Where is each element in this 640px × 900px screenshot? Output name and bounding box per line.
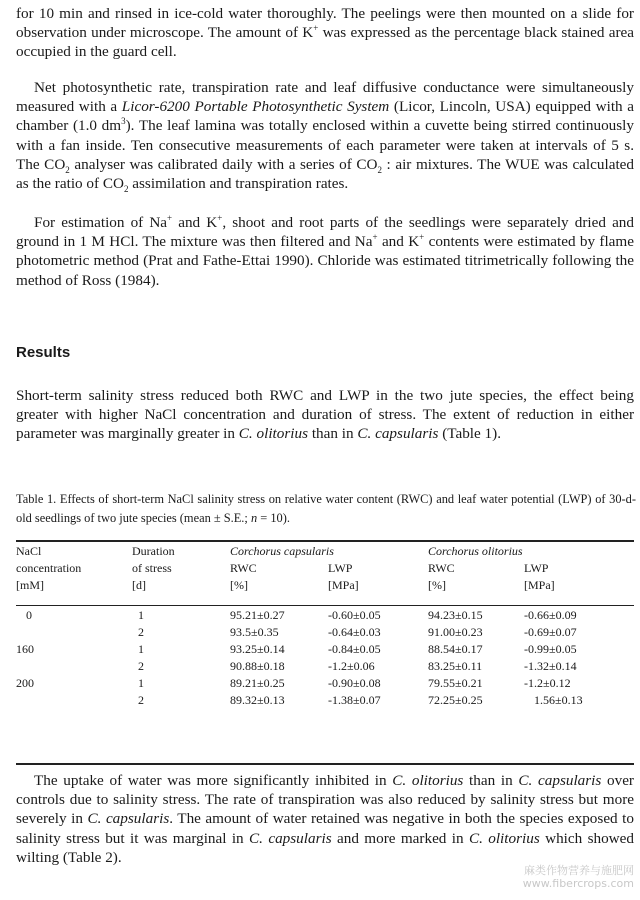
col-head-nacl: NaCl	[16, 544, 42, 558]
cell-duration: 1	[138, 608, 144, 622]
site-watermark	[523, 864, 634, 890]
cell-c-rwc: 90.88±0.18	[230, 659, 285, 673]
data-table	[16, 543, 634, 709]
cell-duration: 1	[138, 642, 144, 656]
cell-nacl: 200	[16, 676, 34, 690]
table-row	[16, 607, 634, 624]
cell-nacl	[16, 624, 132, 641]
cell-c-lwp: -0.60±0.05	[328, 608, 381, 622]
results-heading: Results	[16, 344, 71, 361]
table-bottom-rule	[16, 763, 634, 765]
cell-c-rwc: 89.21±0.25	[230, 676, 285, 690]
cell-o-lwp: 1.56±0.13	[534, 693, 583, 707]
col-head-rwc: RWC	[428, 561, 455, 575]
paragraph-results-1: Short-term salinity stress reduced both RWC and LWP in the two jute species, the effect being greater with higher NaCl concentration and duration of stress. The extent of reduction in either parameter was marginally greater in C. olitorius than in C. capsularis (Table 1).	[16, 387, 634, 443]
paragraph-methods-1: for 10 min and rinsed in ice-cold water thoroughly. The peelings were then mounted on a slide for observation under microscope. The amount of K+ was expressed as the percentage black stained area occupied in the guard cell.	[16, 5, 634, 61]
paragraph-methods-2: Net photosynthetic rate, transpiration rate and leaf diffusive conductance were simultaneously measured with a Licor-6200 Portable Photosynthetic System (Licor, Lincoln, USA) equipped with a chamber (1.0 $dm^3$). The leaf lamina was totally enclosed within a cuvette being stirred continuously with a fan inside. Ten consecutive measurements of each parameter were taken at intervals of 5 s. The $CO_2$ analyser was calibrated daily with a series of $CO_2$ : air mixtures. The WUE was calculated as the ratio of $CO_2$ assimilation and transpiration rates.	[16, 79, 635, 195]
col-head-duration: Duration	[132, 544, 175, 558]
col-head-lwp-unit: [MPa]	[328, 578, 359, 592]
paragraph-methods-3: For estimation of Na+ and K+, shoot and root parts of the seedlings were separately dried and ground in 1 M HCl. The mixture was then filtered and Na+ and K+ contents were estimated by flame photometric method (Prat and Fathe-Ettai 1990). Chloride was estimated titrimetrically following the method of Ross (1984).	[16, 212, 634, 289]
table-header-row	[16, 543, 634, 560]
col-head-rwc: RWC	[230, 561, 257, 575]
col-head-lwp: LWP	[328, 561, 353, 575]
table-row	[16, 641, 634, 658]
col-head-duration: of stress	[132, 561, 172, 575]
col-head-duration-unit: [d]	[132, 578, 146, 592]
cell-nacl	[16, 692, 132, 709]
cell-duration: 2	[138, 625, 144, 639]
cell-o-rwc: 79.55±0.21	[428, 676, 483, 690]
cell-nacl	[16, 658, 132, 675]
table-caption: Table 1. Effects of short-term NaCl salinity stress on relative water content (RWC) and leaf water potential (LWP) of 30-d-old seedlings of two jute species (mean ± S.E.; n = 10).	[16, 492, 636, 525]
col-head-rwc-unit: [%]	[428, 578, 446, 592]
cell-o-rwc: 72.25±0.25	[428, 693, 483, 707]
cell-o-rwc: 83.25±0.11	[428, 659, 483, 673]
species-head-olitorius: Corchorus olitorius	[428, 544, 523, 558]
col-head-rwc-unit: [%]	[230, 578, 248, 592]
cell-o-lwp: -0.66±0.09	[524, 608, 577, 622]
table-row	[16, 675, 634, 692]
table-row	[16, 658, 634, 675]
cell-c-rwc: 93.25±0.14	[230, 642, 285, 656]
cell-c-lwp: -1.38±0.07	[328, 693, 381, 707]
cell-c-lwp: -0.64±0.03	[328, 625, 381, 639]
cell-c-rwc: 89.32±0.13	[230, 693, 285, 707]
cell-o-rwc: 88.54±0.17	[428, 642, 483, 656]
col-head-nacl-unit: [mM]	[16, 578, 44, 592]
watermark-url: www.fibercrops.com	[522, 877, 634, 890]
cell-o-lwp: -1.2±0.12	[524, 676, 571, 690]
cell-o-lwp: -0.69±0.07	[524, 625, 577, 639]
cell-duration: 2	[138, 659, 144, 673]
table-header-row	[16, 560, 634, 577]
cell-o-lwp: -0.99±0.05	[524, 642, 577, 656]
col-head-lwp: LWP	[524, 561, 549, 575]
watermark-title: 麻类作物营养与施肥网	[524, 864, 634, 877]
col-head-lwp-unit: [MPa]	[524, 578, 555, 592]
cell-o-lwp: -1.32±0.14	[524, 659, 577, 673]
table-header-row	[16, 577, 634, 594]
cell-c-lwp: -0.84±0.05	[328, 642, 381, 656]
table-row	[16, 692, 634, 709]
cell-o-rwc: 94.23±0.15	[428, 608, 483, 622]
table-header-rule	[16, 605, 634, 606]
cell-c-rwc: 93.5±0.35	[230, 625, 279, 639]
cell-duration: 2	[138, 693, 144, 707]
cell-c-lwp: -1.2±0.06	[328, 659, 375, 673]
table-top-rule	[16, 540, 634, 542]
col-head-nacl: concentration	[16, 561, 82, 575]
table-row	[16, 624, 634, 641]
cell-o-rwc: 91.00±0.23	[428, 625, 483, 639]
cell-duration: 1	[138, 676, 144, 690]
species-head-capsularis: Corchorus capsularis	[230, 544, 334, 558]
cell-c-lwp: -0.90±0.08	[328, 676, 381, 690]
paragraph-results-2: The uptake of water was more significantly inhibited in C. olitorius than in C. capsularis over controls due to salinity stress. The rate of transpiration was also reduced by salinity stress but more severely in C. capsularis. The amount of water retained was negative in both the species exposed to salinity stress but it was marginal in C. capsularis and more marked in C. olitorius which showed wilting (Table 2).	[16, 772, 634, 866]
cell-nacl: 160	[16, 642, 34, 656]
cell-c-rwc: 95.21±0.27	[230, 608, 285, 622]
cell-nacl: 0	[26, 608, 32, 622]
